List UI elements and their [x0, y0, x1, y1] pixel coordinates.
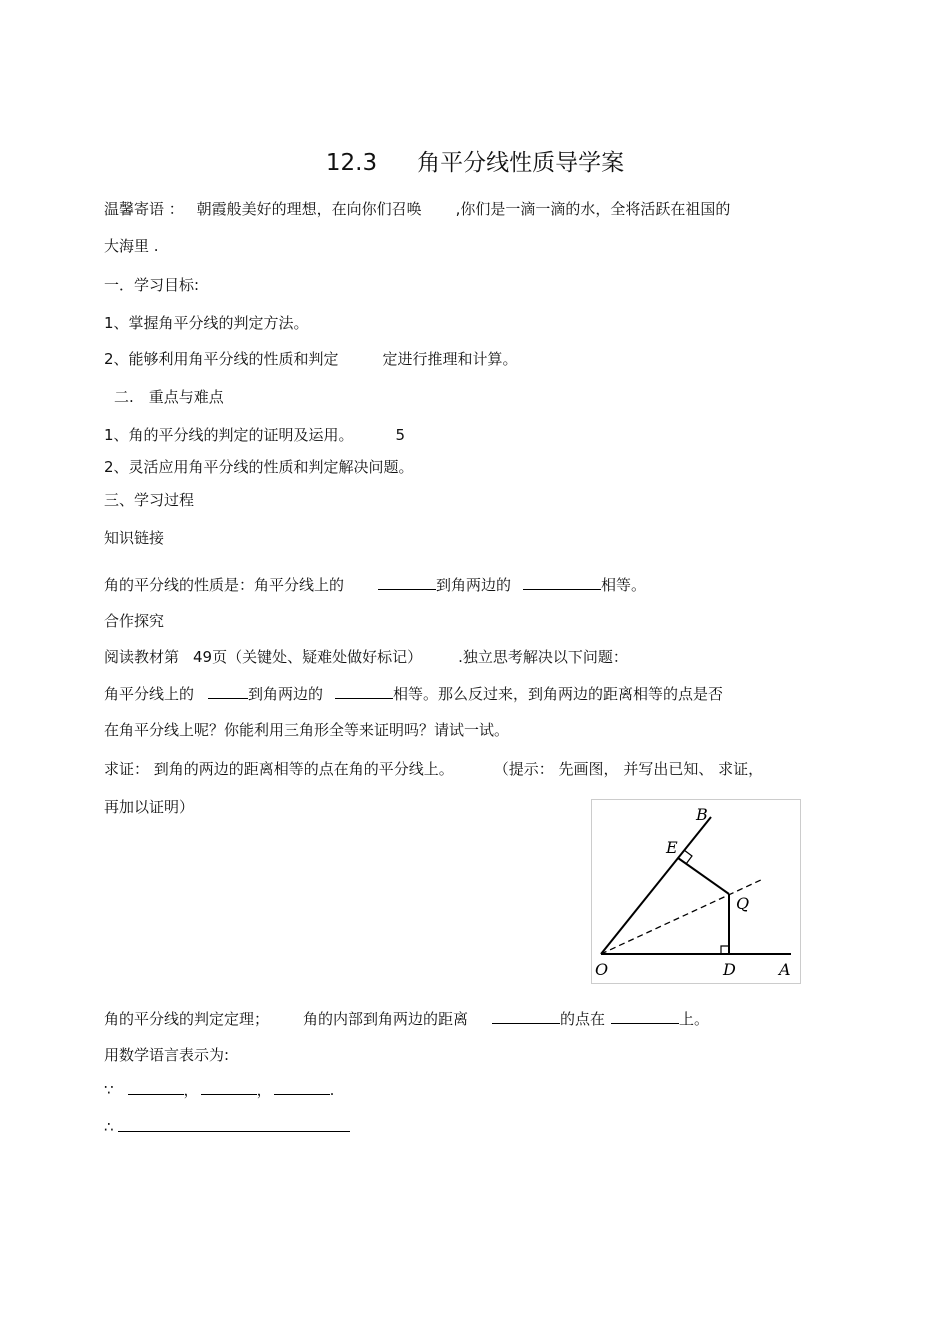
theorem-text-c: 的点在	[560, 1010, 606, 1028]
page-title	[0, 148, 950, 178]
period: .	[329, 1081, 335, 1099]
comma-1: ，	[183, 1081, 199, 1099]
bisector-dashed	[601, 879, 763, 954]
label-o: O	[595, 960, 609, 979]
angle-bisector-figure	[591, 799, 801, 984]
read-text-c: .独立思考解决以下问题：	[458, 648, 628, 666]
knowledge-link-heading: 知识链接	[104, 529, 165, 547]
goal-item-1: 1、掌握角平分线的判定方法。	[104, 314, 309, 332]
blank-field[interactable]	[378, 575, 436, 590]
goal-item-2a: 2、能够利用角平分线的性质和判定	[104, 350, 339, 368]
property-text-c: 相等。	[601, 576, 647, 594]
segment-eq	[678, 858, 729, 894]
blank-field[interactable]	[523, 575, 601, 590]
prove-text-b: （提示： 先画图， 并写出已知、 求证，	[493, 760, 764, 778]
figure-border	[592, 800, 801, 984]
label-e: E	[666, 838, 678, 857]
comma-2: ，	[256, 1081, 272, 1099]
question-line-1	[104, 684, 723, 704]
ray-ob	[601, 817, 711, 954]
question-text-a: 角平分线上的	[104, 685, 195, 703]
greeting-label: 温馨寄语 ：	[104, 200, 184, 218]
label-a: A	[779, 960, 791, 979]
greeting-line-1	[104, 199, 730, 219]
because-symbol: ∵	[104, 1081, 114, 1099]
section-1-heading: 一．学习目标:	[104, 276, 200, 294]
blank-field[interactable]	[492, 1009, 560, 1024]
key-item-1	[104, 425, 405, 445]
title-text: 角平分线性质导学案	[417, 150, 625, 176]
right-angle-mark-d	[721, 946, 729, 954]
prove-line-2: 再加以证明）	[104, 798, 195, 816]
read-text-b: 页（关键处、疑难处做好标记）	[212, 648, 423, 666]
because-line	[104, 1080, 334, 1100]
section-3-heading: 三、学习过程	[104, 491, 195, 509]
blank-field[interactable]	[611, 1009, 679, 1024]
blank-field[interactable]	[274, 1080, 330, 1095]
property-line	[104, 575, 646, 595]
label-q: Q	[736, 894, 750, 913]
cooperate-heading: 合作探究	[104, 612, 165, 630]
goal-item-2	[104, 349, 518, 369]
blank-field[interactable]	[208, 684, 248, 699]
key-item-1-num: 5	[395, 426, 406, 444]
blank-field[interactable]	[128, 1080, 184, 1095]
blank-field[interactable]	[335, 684, 393, 699]
greeting-line-2: 大海里 .	[104, 237, 159, 255]
key-item-2: 2、灵活应用角平分线的性质和判定解决问题。	[104, 458, 414, 476]
theorem-text-d: 上。	[679, 1010, 710, 1028]
read-line	[104, 647, 628, 667]
prove-text-a: 求证： 到角的两边的距离相等的点在角的平分线上。	[104, 760, 454, 778]
math-language-label: 用数学语言表示为:	[104, 1046, 230, 1064]
label-d: D	[723, 960, 736, 979]
theorem-text-b: 角的内部到角两边的距离	[303, 1010, 469, 1028]
blank-field[interactable]	[201, 1080, 257, 1095]
theorem-line	[104, 1009, 709, 1029]
therefore-line	[104, 1117, 350, 1137]
question-text-c: 相等。那么反过来，到角两边的距离相等的点是否	[393, 685, 724, 703]
property-text-b: 到角两边的	[436, 576, 512, 594]
section-2-heading: 二. 重点与难点	[114, 388, 224, 406]
read-page-number: 49	[193, 648, 213, 666]
blank-field[interactable]	[118, 1117, 350, 1132]
label-b: B	[696, 805, 708, 824]
read-text-a: 阅读教材第	[104, 648, 180, 666]
question-line-2: 在角平分线上呢？你能利用三角形全等来证明吗？请试一试。	[104, 721, 510, 739]
title-number: 12.3	[325, 150, 378, 176]
goal-item-2b: 定进行推理和计算。	[382, 350, 518, 368]
greeting-text-1: 朝霞般美好的理想，在向你们召唤	[196, 200, 422, 218]
property-text-a: 角的平分线的性质是：角平分线上的	[104, 576, 345, 594]
key-item-1-text: 1、角的平分线的判定的证明及运用。	[104, 426, 354, 444]
prove-line-1	[104, 759, 763, 779]
theorem-text-a: 角的平分线的判定定理；	[104, 1010, 270, 1028]
question-text-b: 到角两边的	[248, 685, 324, 703]
therefore-symbol: ∴	[104, 1118, 114, 1136]
greeting-text-2: ,你们是一滴一滴的水，全将活跃在祖国的	[455, 200, 731, 218]
